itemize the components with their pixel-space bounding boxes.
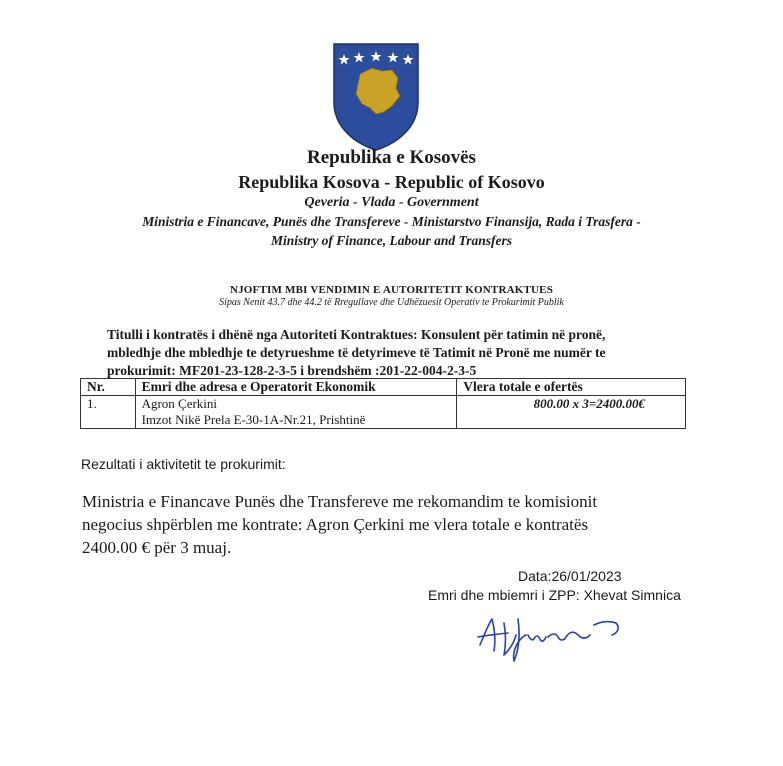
result-line-1: Ministria e Financave Punës dhe Transfereve me rekomandim te komisionit (82, 492, 598, 511)
notice-subtitle: Sipas Nenit 43.7 dhe 44.2 të Rregullave dhe Udhëzuesit Operativ te Prokurimit Publik (219, 297, 564, 308)
document-date: Data:26/01/2023 (518, 568, 622, 584)
kosovo-coat-of-arms (330, 40, 422, 152)
cell-operator (135, 396, 457, 429)
ministry-line-1: Ministria e Financave, Punës dhe Transfereve - Ministarstvo Finansija, Rada i Trasfera - (142, 214, 641, 229)
government-line: Qeveria - Vlada - Government (304, 195, 479, 210)
operator-name: Agron Çerkini (141, 396, 218, 411)
table-row (81, 396, 686, 429)
cell-nr: 1. (81, 396, 136, 429)
republic-title: Republika e Kosovës (307, 147, 476, 168)
handwritten-signature (470, 605, 650, 665)
ministry-line-2: Ministry of Finance, Labour and Transfers (270, 233, 513, 248)
contract-title-line-2: mbledhje dhe mbledhje te detyrueshme të detyrimeve të Tatimit në Pronë me numër te (107, 345, 606, 360)
cell-value: 800.00 x 3=2400.00€ (457, 396, 686, 429)
result-label: Rezultati i aktivitetit te prokurimit: (81, 456, 286, 472)
header-value: Vlera totale e ofertës (457, 379, 686, 396)
operators-table (80, 378, 686, 429)
result-line-2: negocius shpërblen me kontrate: Agron Çerkini me vlera totale e kontratës (82, 515, 589, 534)
table-header-row (81, 379, 686, 396)
republic-title-multilingual: Republika Kosova - Republic of Kosovo (238, 172, 545, 192)
contract-title-line-3: prokurimit: MF201-23-128-2-3-5 i brendshëm :201-22-004-2-3-5 (107, 363, 477, 378)
result-line-3: 2400.00 € për 3 muaj. (82, 538, 232, 557)
operator-address: Imzot Nikë Prela E-30-1A-Nr.21, Prishtinë (141, 412, 366, 427)
official-name: Emri dhe mbiemri i ZPP: Xhevat Simnica (428, 587, 681, 603)
contract-title-line-1: Titulli i kontratës i dhënë nga Autoriteti Kontraktues: Konsulent për tatimin në pronë, (107, 327, 606, 342)
notice-title: NJOFTIM MBI VENDIMIN E AUTORITETIT KONTRAKTUES (229, 284, 554, 296)
header-nr: Nr. (81, 379, 136, 396)
header-operator: Emri dhe adresa e Operatorit Ekonomik (135, 379, 457, 396)
